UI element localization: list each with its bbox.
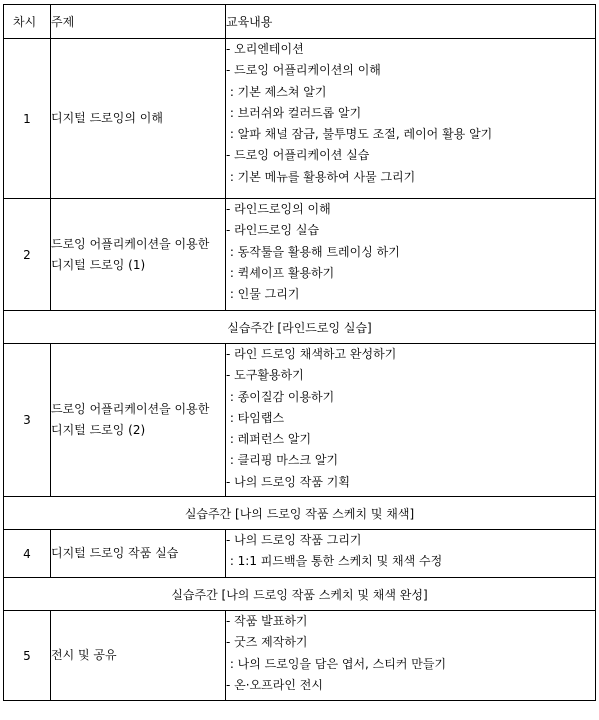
content-line: - 드로잉 어플리케이션 실습 [226,148,370,163]
session-row [4,530,596,578]
header-topic: 주제 [51,5,226,39]
topic-cell [51,39,226,199]
topic-line: 디지털 드로잉의 이해 [51,111,163,125]
session-row [4,39,596,199]
topic-line: 디지털 드로잉 (2) [51,423,146,437]
topic-line: 전시 및 공유 [51,648,117,662]
content-cell [226,530,596,578]
content-line: : 클리핑 마스크 알기 [226,453,339,468]
content-line: : 종이질감 이용하기 [226,389,335,404]
content-line: : 동작툴을 활용해 트레이싱 하기 [226,244,400,259]
content-line: : 알파 채널 잠금, 불투명도 조절, 레이어 활용 알기 [226,127,493,142]
session-row [4,611,596,701]
practice-week-row [4,497,596,530]
topic-cell [51,344,226,497]
practice-week-label: 실습주간 [나의 드로잉 작품 스케치 및 채색] [4,497,596,530]
topic-cell [51,611,226,701]
content-cell [226,611,596,701]
content-line: - 라인드로잉의 이해 [226,202,331,216]
practice-week-row [4,578,596,611]
session-row [4,199,596,311]
content-line: - 드로잉 어플리케이션의 이해 [226,63,381,78]
content-line: : 타임랩스 [226,410,285,425]
content-line: : 나의 드로잉을 담은 엽서, 스티커 만들기 [226,656,447,671]
content-line: - 도구활용하기 [226,368,304,383]
curriculum-table [3,4,596,701]
practice-week-label: 실습주간 [나의 드로잉 작품 스케치 및 채색 완성] [4,578,596,611]
content-cell [226,344,596,497]
content-line: - 오리엔테이션 [226,42,304,56]
practice-week-label: 실습주간 [라인드로잉 실습] [4,311,596,344]
content-cell [226,39,596,199]
topic-line: 디지털 드로잉 작품 실습 [51,546,179,560]
content-line: : 기본 제스쳐 알기 [226,84,327,99]
session-number: 2 [4,199,51,311]
table-body [4,39,596,701]
header-session: 차시 [4,5,51,39]
content-line: : 기본 메뉴를 활용하여 사물 그리기 [226,169,416,184]
topic-cell [51,199,226,311]
content-line: : 레퍼런스 알기 [226,432,312,447]
session-row [4,344,596,497]
content-line: : 1:1 피드백을 통한 스케치 및 채색 수정 [226,554,443,569]
topic-line: 디지털 드로잉 (1) [51,257,146,272]
content-line: : 퀵셰이프 활용하기 [226,265,335,280]
header-content: 교육내용 [226,5,596,39]
topic-line: 드로잉 어플리케이션을 이용한 [51,402,210,416]
content-line: - 작품 발표하기 [226,614,308,628]
practice-week-row [4,311,596,344]
topic-line: 드로잉 어플리케이션을 이용한 [51,236,210,251]
session-number: 1 [4,39,51,199]
content-line: - 나의 드로잉 작품 그리기 [226,533,362,547]
session-number: 4 [4,530,51,578]
content-line: : 브러쉬와 컬러드롭 알기 [226,105,362,120]
content-line: : 인물 그리기 [226,287,300,302]
header-row [4,5,596,39]
content-line: - 라인 드로잉 채색하고 완성하기 [226,347,397,361]
session-number: 3 [4,344,51,497]
content-line: - 굿즈 제작하기 [226,635,308,650]
content-line: - 나의 드로잉 작품 기획 [226,474,350,489]
content-cell [226,199,596,311]
content-line: - 라인드로잉 실습 [226,223,320,238]
session-number: 5 [4,611,51,701]
topic-cell [51,530,226,578]
content-line: - 온·오프라인 전시 [226,677,323,692]
